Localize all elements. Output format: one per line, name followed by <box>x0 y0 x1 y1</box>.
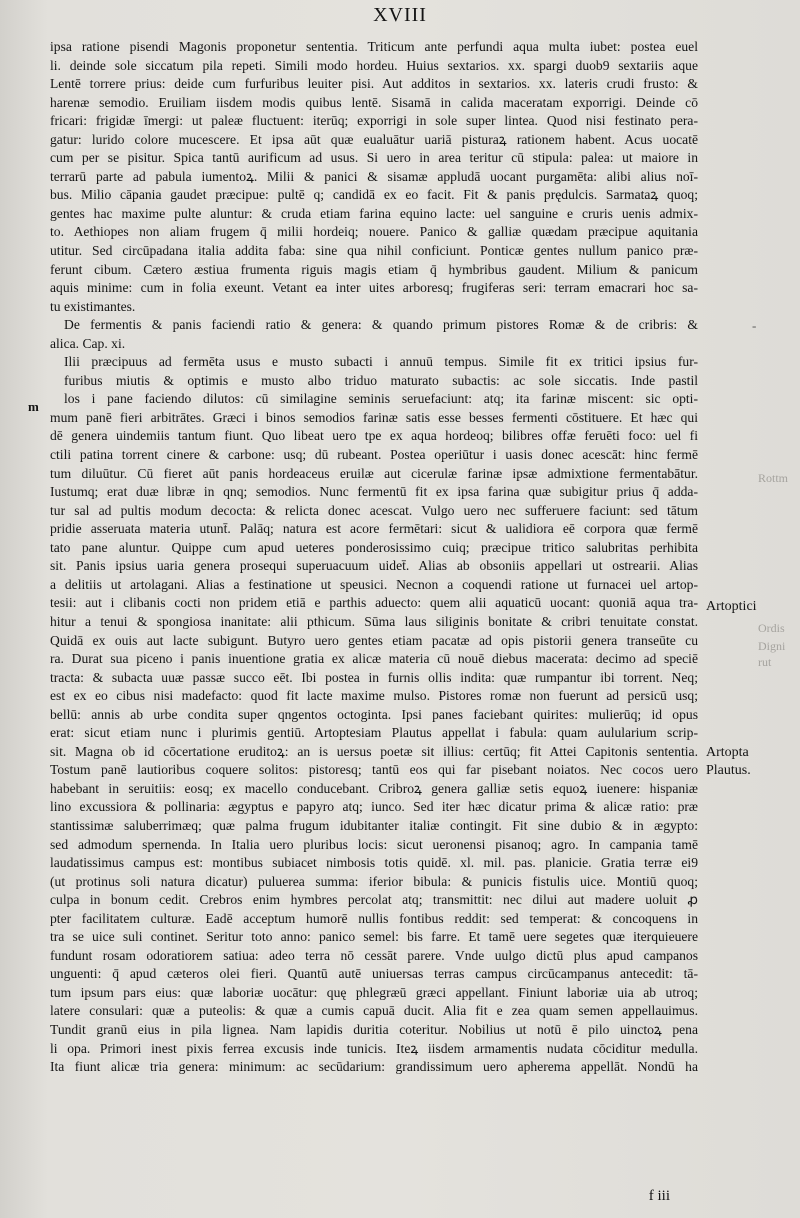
text-line: a delitiis ut artolagani. Alias a festinatione ut speusici. Necnon a coquendi ratione ut furnacei uel artop- <box>50 576 698 592</box>
text-line: utitur. Sed circūpadana italia addita faba: sine qua nihil conficiunt. Ponticæ gentes nullum panico præ- <box>50 243 698 259</box>
text-line: hitur a tenui & spongiosa inanitate: alii pthicum. Sūma laus siliginis bonitate & cribri tenuitate constat. <box>50 613 698 629</box>
margin-note-artopta: Artopta <box>706 745 749 760</box>
text-line: habebant in seruitiis: eosq; ex macello conducebant. Cribroꝝ genera galliæ setis equoꝝ iuenere: hispaniæ <box>50 780 698 796</box>
text-line: est ex eo cibus nisi madefacto: quod fit lacte maxime mulso. Pistores romæ non fuerunt ad persicū usq; <box>50 688 698 704</box>
text-line: lino excussiora & pollinaria: ægyptus e papyro atq; iunco. Sed iter hæc dicatur prima & alicæ ratio: præ <box>50 799 698 815</box>
text-line: los i pane faciendo dilutos: cū similagine seminis seruefaciunt: atq; ita farinæ miscent: sic opti- <box>64 391 698 407</box>
body-text <box>50 38 698 1077</box>
text-line: li opa. Primori inest pixis ferrea excusis inde tunicis. Iteꝝ iisdem armamentis nudata cōciditur medulla. <box>50 1040 698 1056</box>
bleed-through-text: Digni rut <box>758 639 786 669</box>
bleed-through-text: Rottm <box>758 471 789 485</box>
text-line: sit. Magna ob id cōcertatione eruditoꝝ: an is uersus poetæ sit illius: certūq; fit Attei Capitonis sententia. <box>50 743 698 759</box>
text-line: tur sal ad pultis modum decocta: & relicta donec acescat. Vulgo uero nec sufferuere faciunt: sed tātum <box>50 502 698 518</box>
text-line: tu existimantes. <box>50 298 136 314</box>
text-line: alica. Cap. xi. <box>50 335 126 351</box>
text-line: stantissimæ saluberrimæq; quæ palma frugum idubitanter italiæ contingit. Fit sine dubio & in ægypto: <box>50 817 698 833</box>
margin-note-plautus: Plautus. <box>706 763 751 778</box>
text-line: harenæ semodio. Eruiliam iisdem modis quibus lentē. Sisamā in calida maceratam exporrigi. Deinde cō <box>50 94 698 110</box>
text-line: mum panē fieri arbitrātes. Græci i binos semodios farinæ satis esse besses fermenti cōstituere. Et hæc qui <box>50 409 698 425</box>
text-line: tracta: & subacta uuæ passæ succo eēt. Ibi postea in furnis ollis indita: quæ rumpantur ibi torrent. Neq; <box>50 669 698 685</box>
text-line: furibus miutis & optimis e musto albo triduo maturato subactis: ac sole siccatis. Inde pastil <box>64 372 698 388</box>
text-line: pridie asseruata materia utunt̄. Palāq; natura est acore fermētari: sicut & ualidiora eē corpora quæ fermē <box>50 521 698 537</box>
text-line: gentes hac maxime pulte aluntur: & cruda etiam farina equino lacte: uel sanguine e cruris uenis admix- <box>50 205 698 221</box>
text-line: tum ipsum pars eius: quæ laboriæ uocātur: quę phlegræū græci appellant. Finiunt laboriæ uia ab utroq; <box>50 984 698 1000</box>
text-line: Tostum panē lautioribus coquere solitos: pistoresq; tantū eos qui far pisebant noiatos. Nec cocos uero <box>50 762 698 778</box>
text-line: to. Aethiopes non aliam frugem q̄ milii hordeiq; nouere. Panico & galliæ quædam præcipue aquitania <box>50 224 698 240</box>
margin-dash: - <box>752 318 757 333</box>
text-line: ferunt cibum. Cætero æstiua frumenta riguis magis etiam q̄ hymbribus gaudent. Milium & panicum <box>50 261 698 277</box>
text-line: cum per se pisitur. Spica tantū aurificum ad usus. Si uero in area teritur cū stipula: palea: ut maiore in <box>50 150 698 166</box>
signature-mark: f iii <box>648 1188 670 1204</box>
text-line: tesii: aut i clibanis cocti non pridem etiā e parthis aduecto: quem alii aquaticū uocant: quoniā aqua tra- <box>50 595 698 611</box>
text-line: (ut protinus soli natura dicatur) puluerea summa: iferior bibula: & punicis fistulis uice. Montiū quoq; <box>50 873 698 889</box>
text-line: Ita fiunt alicæ tria genera: minimum: ac secūdarium: grandissimum uero apherema appellāt. Nondū ha <box>50 1059 698 1075</box>
text-line: ipsa ratione pisendi Magonis proponetur sententia. Triticum ante perfundi aqua multa iubet: postea euel <box>50 39 698 54</box>
text-line: terrarū parte ad pabula iumentoꝝ. Milii & panici & sisamæ appludā uocant purgamēta: alibi alius noī- <box>50 168 698 184</box>
text-line: Ilii præcipuus ad fermēta usus e musto subacti i annuū tempus. Simile fit ex tritici ipsius fur- <box>64 354 698 370</box>
text-line: dē genera uindemiis tantum fiunt. Quo libeat uero tpe ex aqua hordeoq; bilibres offæ feruēti foco: uel fi <box>50 428 698 444</box>
margin-note-artoptici: Artoptici <box>706 599 757 614</box>
initial-guide-letter: m <box>28 399 39 414</box>
text-line: tum diluūtur. Cū fieret aūt panis hordeaceus eruilæ aut cicerulæ farinæ ipsæ admixtione fermentabātur. <box>50 465 698 481</box>
text-line: li. deinde sole siccatum pila repeti. Simili modo hordeu. Huius sextarios. xx. spargi duob9 sextariis aque <box>50 57 698 73</box>
text-line: sed admodum spernenda. In Italia uero pluribus locis: sicut ueronensi pisanoq; agro. In campania tamē <box>50 836 698 852</box>
text-line: bellū: annis ab urbe condita super qngentos octoginta. Ipsi panes faciebant quirites: mulierūq; id opus <box>50 706 698 722</box>
text-line: culpa in bonum cedit. Crebros enim hymbres percolat atq; transmittit: nec dilui aut madere uoluit ꝓ <box>50 892 698 908</box>
text-line: tra se uice suli continet. Seritur toto anno: panico semel: bis farre. Et tamē uere segetes quæ iterquieuere <box>50 929 698 945</box>
text-line: fundunt rosam odoratiorem satiua: adeo terra nō cessāt parere. Vnde uulgo dictū plus apud campanos <box>50 947 698 963</box>
text-line: Iustumq; erat duæ libræ in qnq; semodios. Nunc fermentū fit ex ipsa farina quæ subigitur prius q̄ adda- <box>50 484 698 500</box>
text-line: Lentē torrere prius: deide cum furfuribus leuiter pisi. Aut additos in sextarios. xx. lateris crudi frusto: & <box>50 76 698 92</box>
text-line: ra. Durat sua piceno i panis inuentione gratia ex alicæ materia cū nouē diebus macerata: decimo ad speciē <box>50 651 698 667</box>
text-line: Tundit granū eius in pila lignea. Nam lapidis duritia coteritur. Nobilius ut notū ē pilo uinctoꝝ pena <box>50 1021 698 1037</box>
text-line: fricari: frigidæ īmergi: ut paleæ fluctuent: iterūq; exporrigi in sole super lintea. Quod nisi festinato pera- <box>50 113 698 129</box>
text-line: sit. Panis ipsius uaria genera prosequi superuacuum uidet̄. Alias ab obsoniis appellari ut ostrearii. Alias <box>50 558 698 574</box>
text-line: aquis minime: cum in folia exeunt. Vetant ea inter uites arboresq; frugiferas seri: terram emacrari hoc sa- <box>50 280 698 296</box>
bleed-through-text: Ordis <box>758 621 785 635</box>
text-line: Quidā ex ouis aut lacte subigunt. Butyro uero gentes etiam pacatæ ad opis pistorii genera transeūte cu <box>50 632 698 648</box>
text-line: laudatissimus campus est: montibus subiacet nimbosis totis quidē. xl. mil. pas. planicie. Gratia terræ ei9 <box>50 855 698 871</box>
text-line: pter facilitatem culturæ. Eadē acceptum humorē nullis fontibus reddit: sed temperat: & concoquens in <box>50 910 698 926</box>
text-line: latere consulari: quæ a puteolis: & quæ a cumis capuā ducit. Alia fit e zea quam semen appellauimus. <box>50 1003 698 1019</box>
text-line: gatur: lurido colore mucescere. Et ipsa aūt quæ eualuātur uariā pisturaꝝ rationem habent. Acus uocatē <box>50 131 698 147</box>
text-line: tato pane aluntur. Quippe cum apud ueteres ponderosissimo cuiq; præcipue tritico salubritas perhibita <box>50 539 698 555</box>
text-line: De fermentis & panis faciendi ratio & genera: & quando primum pistores Romæ & de cribris: & <box>64 317 698 333</box>
page-folio: XVIII <box>373 4 427 26</box>
text-line: bus. Milio cāpania gaudet præcipue: pultē q; candidā ex eo facit. Fit & panis prędulcis. Sarmataꝝ quoq; <box>50 187 698 203</box>
text-line: erat: sicut etiam nunc i plurimis gentiū. Artoptesiam Plautus appellat i fabula: quam aulularium scrip- <box>50 725 698 741</box>
text-line: unguenti: q̄ apud cæteros olei fieri. Quantū autē uniuersas terras campus circūcampanus antecedit: tā- <box>50 966 698 982</box>
text-line: ctili patina torrent cinere & carbone: usq; dū rubeant. Postea operiūtur i uasis donec acescāt: hinc fermē <box>50 447 698 463</box>
